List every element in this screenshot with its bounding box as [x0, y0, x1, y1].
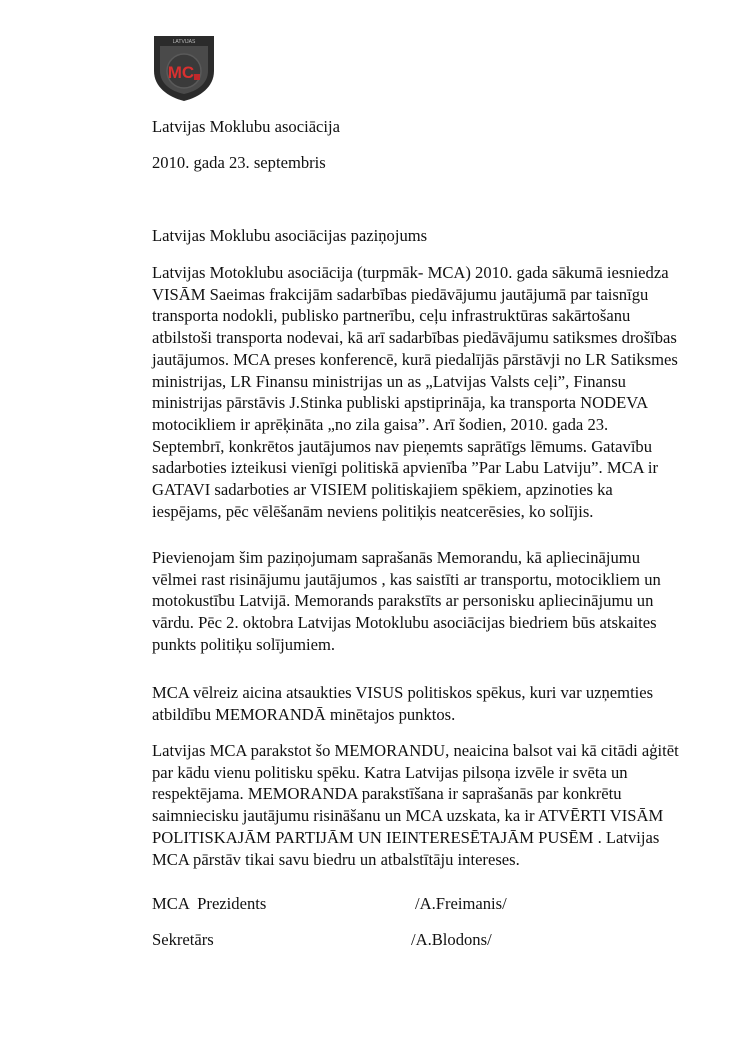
paragraph-line: transporta nodokli, publisko partnerību, ceļu infrastruktūras sakārtošanu [152, 306, 631, 326]
paragraph-line: jautājumos. MCA preses konferencē, kurā piedalījās pārstāvji no LR Satiksmes [152, 349, 678, 369]
paragraph-line: GATAVI sadarboties ar VISIEM politiskajiem spēkiem, apzinoties ka [152, 480, 613, 500]
paragraph-line: Latvijas Motoklubu asociācija (turpmāk- MCA) 2010. gada sākumā iesniedza [152, 263, 669, 282]
paragraph-line: atbildību MEMORANDĀ minētajos punktos. [152, 704, 456, 724]
document-title: Latvijas Moklubu asociācijas paziņojums [152, 226, 428, 245]
paragraph-line: vēlmei rast risinājumu jautājumos , kas saistīti ar transportu, motocikliem un [152, 569, 661, 589]
mca-logo [150, 33, 218, 103]
paragraph-line: ministrijas pārstāvis J.Stinka publiski apstiprināja, ka transporta NODEVA [152, 393, 649, 413]
paragraph-line: Pievienojam šim paziņojumam saprašanās Memorandu, kā apliecinājumu [152, 548, 641, 567]
paragraph-line: sadarboties izteikusi vienīgi politiskā apvienība ”Par Labu Latviju”. MCA ir [152, 458, 658, 478]
paragraph-line: MCA pārstāv tikai savu biedru un atbalstītāju intereses. [152, 849, 520, 869]
paragraph-line: saimniecisku jautājumu risināšanu un MCA uzskata, ka ir ATVĒRTI VISĀM [152, 806, 664, 826]
paragraph-line: par kādu vienu politisku spēku. Katra Latvijas pilsoņa izvēle ir svēta un [152, 762, 628, 782]
signature-name-secretary: /A.Blodons/ [411, 930, 492, 949]
logo-mc-text: MC [167, 63, 195, 82]
paragraph-line: Latvijas MCA parakstot šo MEMORANDU, neaicina balsot vai kā citādi aģitēt [152, 741, 679, 760]
paragraph-line: ministrijas, LR Finansu ministrijas un as „Latvijas Valsts ceļi”, Finansu [152, 371, 626, 391]
paragraph-line: respektējama. MEMORANDA parakstīšana ir saprašanās par konkrētu [152, 784, 622, 804]
paragraph-line: vārdu. Pēc 2. oktobra Latvijas Motoklubu asociācijas biedriem būs atskaites [152, 613, 657, 633]
paragraph-1 [152, 262, 712, 522]
paragraph-line: VISĀM Saeimas frakcijām sadarbības piedāvājumu jautājumā par taisnīgu [152, 284, 649, 304]
signature-role-president: MCA Prezidents [152, 894, 267, 913]
logo-accent [194, 74, 200, 80]
paragraph-line: motocikliem ir aprēķināta „no zila gaisa”. Arī šodien, 2010. gada 23. [152, 414, 609, 434]
paragraph-line: punkts politiķu solījumiem. [152, 634, 336, 654]
paragraph-line: motokustību Latvijā. Memorands parakstīts ar personisku apliecinājumu un [152, 591, 654, 611]
paragraph-line: POLITISKAJĀM PARTIJĀM UN IEINTERESĒTAJĀM PUSĒM . Latvijas [152, 827, 660, 847]
signature-role-secretary: Sekretārs [152, 930, 214, 949]
paragraph-line: Septembrī, konkrētos jautājumos nav pieņemts saprātīgs lēmums. Gatavību [152, 436, 653, 456]
paragraph-3 [152, 682, 712, 725]
document-date: 2010. gada 23. septembris [152, 153, 326, 172]
paragraph-line: MCA vēlreiz aicina atsaukties VISUS politiskos spēkus, kuri var uzņemties [152, 683, 654, 702]
paragraph-line: iespējams, pēc vēlēšanām neviens politiķis neatcerēsies, ko solījis. [152, 501, 594, 521]
org-name: Latvijas Moklubu asociācija [152, 117, 341, 136]
signature-name-president: /A.Freimanis/ [415, 894, 507, 913]
paragraph-4 [152, 740, 712, 870]
paragraph-line: atbilstoši transporta nodevai, kā arī sadarbības piedāvājumu satiksmes drošības [152, 328, 677, 348]
paragraph-2 [152, 547, 712, 656]
logo-top-text: LATVIJAS [172, 39, 196, 45]
